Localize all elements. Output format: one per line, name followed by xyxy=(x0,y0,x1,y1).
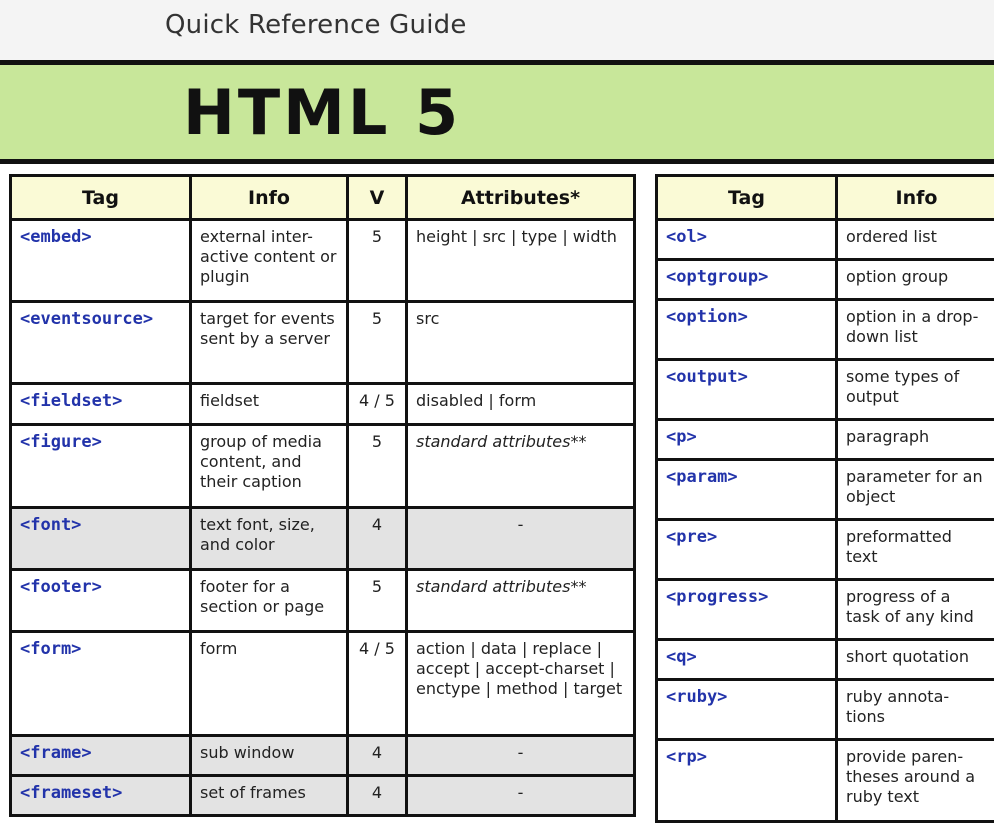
version-cell: 4 / 5 xyxy=(348,632,407,736)
info-cell: fieldset xyxy=(191,384,348,425)
attributes-cell: - xyxy=(407,736,635,776)
table-row xyxy=(657,580,994,640)
tag-cell: <param> xyxy=(657,460,837,520)
column-header-info: Info xyxy=(837,176,994,220)
table-row xyxy=(657,300,994,360)
column-header-attributes: Attributes* xyxy=(407,176,635,220)
attributes-cell: src xyxy=(407,302,635,384)
table-row xyxy=(657,520,994,580)
info-cell: ordered list xyxy=(837,220,994,260)
column-header-tag: Tag xyxy=(657,176,837,220)
table-row xyxy=(657,460,994,520)
tag-cell: <option> xyxy=(657,300,837,360)
info-cell: text font, size, and color xyxy=(191,508,348,570)
info-cell: provide paren-theses around a ruby text xyxy=(837,740,994,822)
tag-cell: <footer> xyxy=(11,570,191,632)
version-cell: 4 xyxy=(348,508,407,570)
table-row xyxy=(657,740,994,822)
tag-cell: <frameset> xyxy=(11,776,191,816)
tag-cell: <form> xyxy=(11,632,191,736)
table-row xyxy=(657,640,994,680)
top-bar xyxy=(0,0,994,60)
tag-cell: <eventsource> xyxy=(11,302,191,384)
attributes-cell: standard attributes** xyxy=(407,425,635,508)
tag-cell: <ol> xyxy=(657,220,837,260)
tag-cell: <frame> xyxy=(11,736,191,776)
tag-cell: <ruby> xyxy=(657,680,837,740)
info-cell: footer for a section or page xyxy=(191,570,348,632)
tag-cell: <p> xyxy=(657,420,837,460)
info-cell: paragraph xyxy=(837,420,994,460)
info-cell: preformatted text xyxy=(837,520,994,580)
attributes-cell: standard attributes** xyxy=(407,570,635,632)
column-header-tag: Tag xyxy=(11,176,191,220)
table-header-row xyxy=(657,176,994,220)
info-cell: external inter-active content or plugin xyxy=(191,220,348,302)
tag-cell: <fieldset> xyxy=(11,384,191,425)
table-row xyxy=(11,776,635,816)
table-row xyxy=(11,384,635,425)
version-cell: 5 xyxy=(348,302,407,384)
info-cell: option group xyxy=(837,260,994,300)
info-cell: sub window xyxy=(191,736,348,776)
info-cell: parameter for an object xyxy=(837,460,994,520)
version-cell: 4 / 5 xyxy=(348,384,407,425)
guide-subtitle: Quick Reference Guide xyxy=(165,10,467,40)
table-header-row xyxy=(11,176,635,220)
version-cell: 5 xyxy=(348,220,407,302)
left-reference-table xyxy=(9,174,636,817)
version-cell: 5 xyxy=(348,425,407,508)
tag-cell: <figure> xyxy=(11,425,191,508)
tag-cell: <font> xyxy=(11,508,191,570)
tag-cell: <optgroup> xyxy=(657,260,837,300)
info-cell: option in a drop-down list xyxy=(837,300,994,360)
tag-cell: <pre> xyxy=(657,520,837,580)
tag-cell: <q> xyxy=(657,640,837,680)
attributes-cell: - xyxy=(407,508,635,570)
info-cell: set of frames xyxy=(191,776,348,816)
page-title: HTML 5 xyxy=(183,75,461,151)
table-row xyxy=(11,220,635,302)
info-cell: progress of a task of any kind xyxy=(837,580,994,640)
table-row xyxy=(11,302,635,384)
info-cell: group of media content, and their caption xyxy=(191,425,348,508)
attributes-cell: action | data | replace | accept | accept-charset | enctype | method | target xyxy=(407,632,635,736)
table-row xyxy=(657,360,994,420)
table-row xyxy=(11,425,635,508)
table-row xyxy=(657,260,994,300)
tag-cell: <progress> xyxy=(657,580,837,640)
tag-cell: <embed> xyxy=(11,220,191,302)
table-row xyxy=(657,220,994,260)
column-header-info: Info xyxy=(191,176,348,220)
version-cell: 4 xyxy=(348,736,407,776)
version-cell: 4 xyxy=(348,776,407,816)
info-cell: target for events sent by a server xyxy=(191,302,348,384)
info-cell: ruby annota-tions xyxy=(837,680,994,740)
table-row xyxy=(657,680,994,740)
table-row xyxy=(11,632,635,736)
info-cell: some types of output xyxy=(837,360,994,420)
right-reference-table xyxy=(655,174,994,823)
version-cell: 5 xyxy=(348,570,407,632)
table-row xyxy=(11,736,635,776)
tag-cell: <output> xyxy=(657,360,837,420)
column-header-version: V xyxy=(348,176,407,220)
title-banner xyxy=(0,60,994,164)
table-row xyxy=(11,508,635,570)
info-cell: short quotation xyxy=(837,640,994,680)
table-row xyxy=(11,570,635,632)
attributes-cell: - xyxy=(407,776,635,816)
attributes-cell: height | src | type | width xyxy=(407,220,635,302)
info-cell: form xyxy=(191,632,348,736)
attributes-cell: disabled | form xyxy=(407,384,635,425)
table-row xyxy=(657,420,994,460)
tag-cell: <rp> xyxy=(657,740,837,822)
